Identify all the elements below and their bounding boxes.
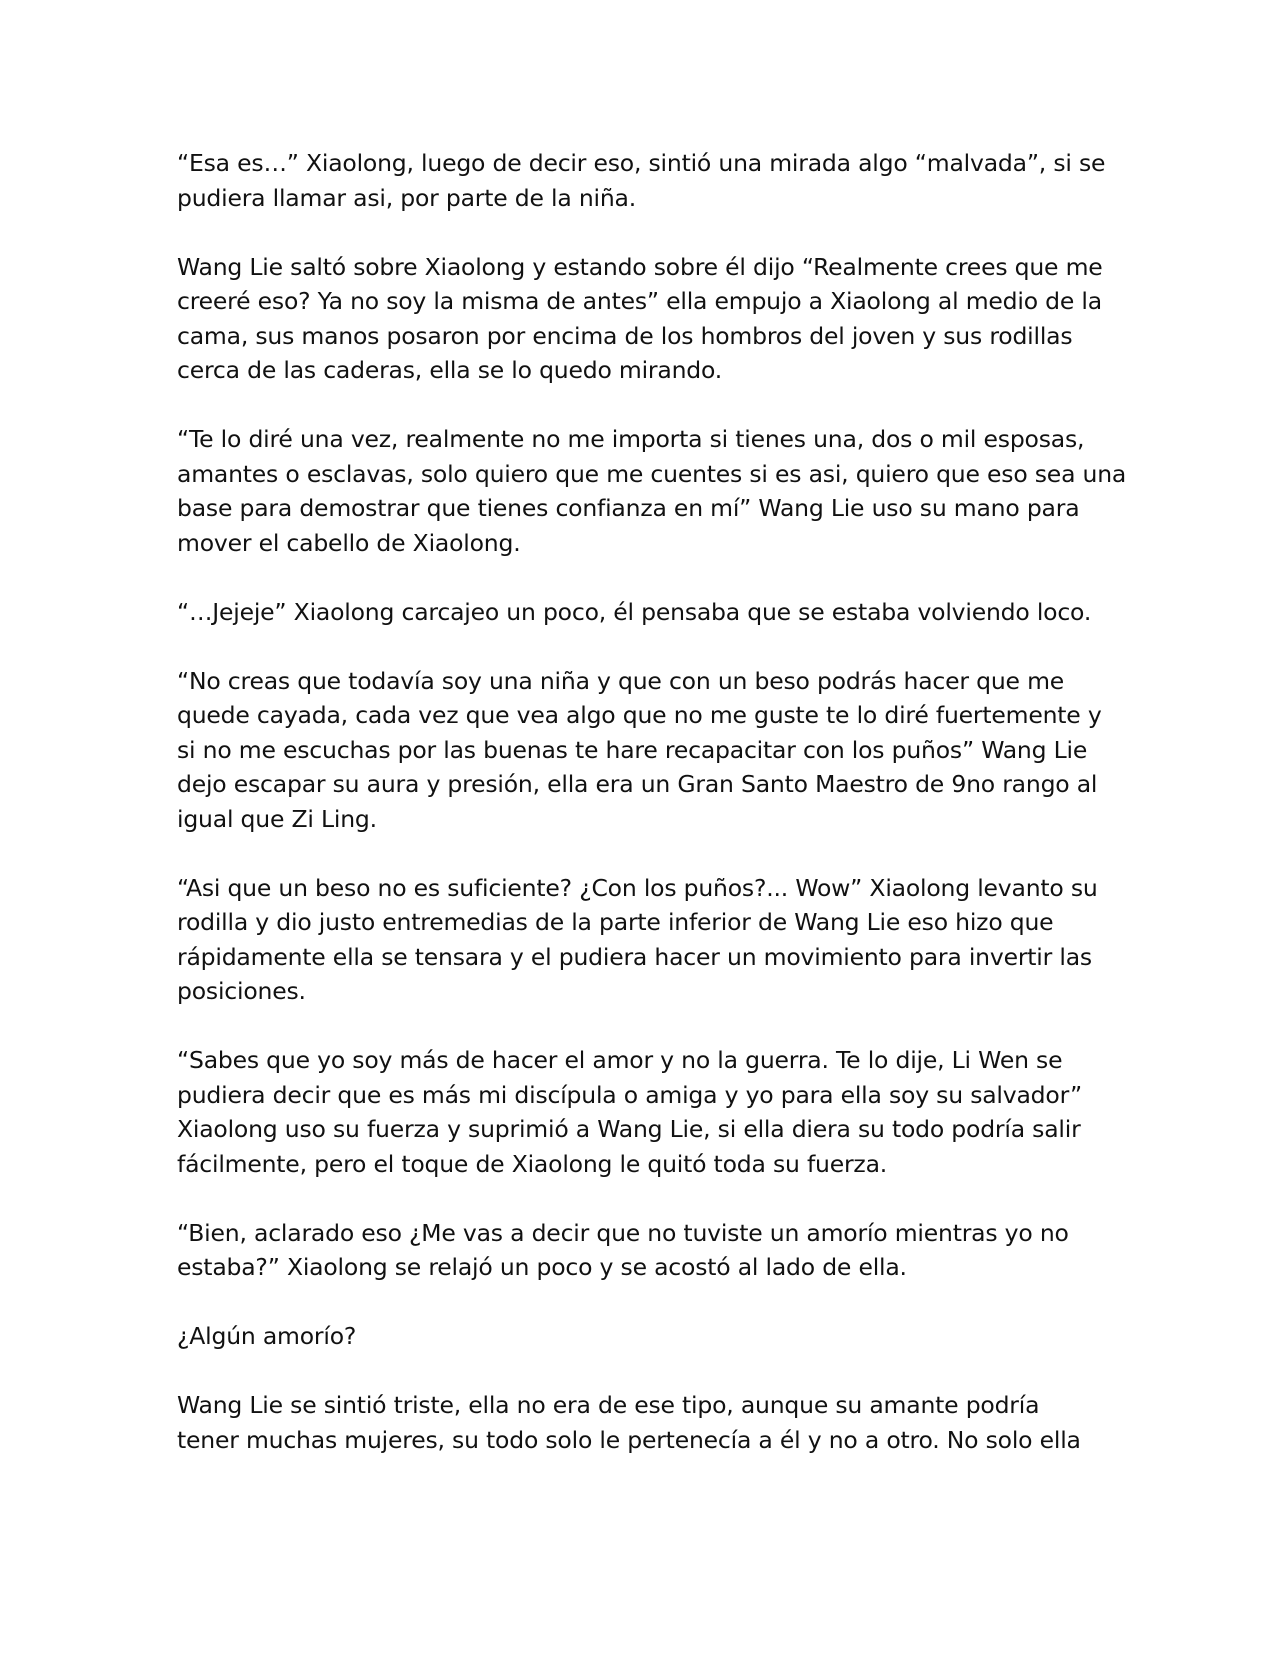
paragraph-4 [177,595,1117,630]
text-line: “Te lo diré una vez, realmente no me importa si tienes una, dos o mil esposas, [177,425,1085,453]
paragraph-9 [177,1319,1117,1354]
text-line: ¿Algún amorío? [177,1322,357,1350]
text-line: igual que Zi Ling. [177,804,377,833]
paragraph-3 [177,422,1127,560]
text-line: estaba?” Xiaolong se relajó un poco y se acostó al lado de ella. [177,1253,907,1281]
text-line: tener muchas mujeres, su todo solo le pertenecía a él y no a otro. No solo ella [177,1425,1081,1454]
text-line: “Asi que un beso no es suficiente? ¿Con los puños?... Wow” Xiaolong levanto su [177,873,1098,902]
text-line: cama, sus manos posaron por encima de los hombros del joven y sus rodillas [177,321,1073,350]
text-line: Wang Lie se sintió triste, ella no era de ese tipo, aunque su amante podría [177,1391,1040,1419]
text-line: pudiera llamar asi, por parte de la niña. [177,183,637,212]
paragraph-7 [177,1043,1117,1181]
paragraph-6 [177,871,1117,1009]
text-line: “Sabes que yo soy más de hacer el amor y no la guerra. Te lo dije, Li Wen se [177,1046,1063,1074]
paragraph-5 [177,664,1117,837]
paragraph-8 [177,1216,1117,1285]
paragraph-2 [177,250,1117,388]
text-line: si no me escuchas por las buenas te hare recapacitar con los puños” Wang Lie [177,735,1088,764]
text-line: Wang Lie saltó sobre Xiaolong y estando sobre él dijo “Realmente crees que me [177,252,1103,281]
text-line: “…Jejeje” Xiaolong carcajeo un poco, él pensaba que se estaba volviendo loco. [177,597,1092,626]
text-line: Xiaolong uso su fuerza y suprimió a Wang Lie, si ella diera su todo podría salir [177,1115,1081,1143]
body-text [177,146,1127,1492]
text-line: “No creas que todavía soy una niña y que con un beso podrás hacer que me [177,666,1065,695]
text-line: fácilmente, pero el toque de Xiaolong le quitó toda su fuerza. [177,1149,888,1178]
text-line: “Esa es…” Xiaolong, luego de decir eso, sintió una mirada algo “malvada”, si se [177,149,1106,177]
text-line: “Bien, aclarado eso ¿Me vas a decir que no tuviste un amorío mientras yo no [177,1218,1069,1247]
text-line: base para demostrar que tienes confianza en mí” Wang Lie uso su mano para [177,494,1080,522]
text-line: rodilla y dio justo entremedias de la parte inferior de Wang Lie eso hizo que [177,908,1054,936]
text-line: creeré eso? Ya no soy la misma de antes” ella empujo a Xiaolong al medio de la [177,287,1102,315]
text-line: pudiera decir que es más mi discípula o amiga y yo para ella soy su salvador” [177,1080,1082,1109]
paragraph-1 [177,146,1117,215]
text-line: rápidamente ella se tensara y el pudiera hacer un movimiento para invertir las [177,942,1092,971]
text-line: amantes o esclavas, solo quiero que me cuentes si es asi, quiero que eso sea una [177,459,1127,488]
paragraph-10 [177,1388,1117,1457]
text-line: cerca de las caderas, ella se lo quedo mirando. [177,356,723,384]
text-line: posiciones. [177,977,306,1005]
text-line: mover el cabello de Xiaolong. [177,528,521,557]
text-line: dejo escapar su aura y presión, ella era un Gran Santo Maestro de 9no rango al [177,770,1098,798]
text-line: quede cayada, cada vez que vea algo que no me guste te lo diré fuertemente y [177,701,1102,729]
